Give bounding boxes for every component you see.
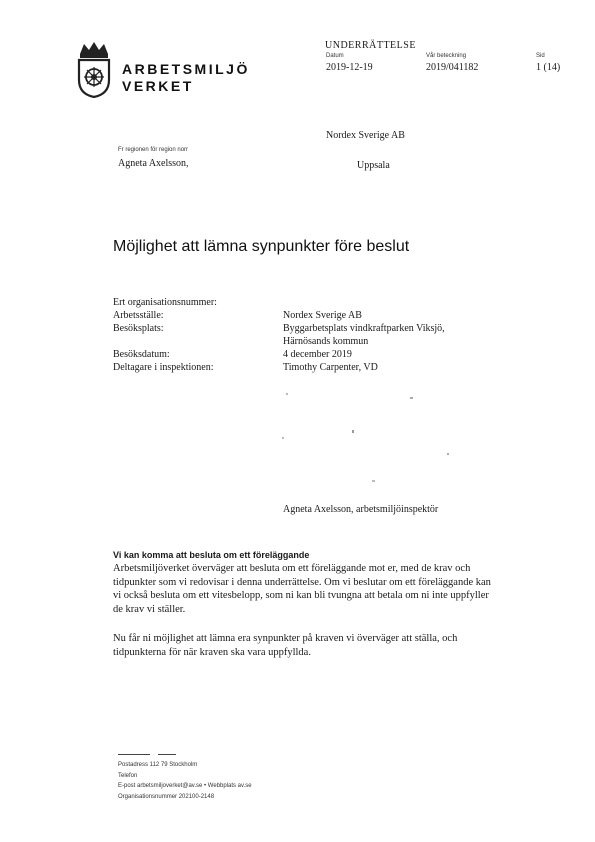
info-row [113,361,533,374]
info-value: Härnösands kommun [283,336,369,347]
info-row [113,348,533,361]
redacted-area [282,385,472,495]
footer [118,760,252,802]
info-label: Arbetsställe: [113,310,164,321]
info-row [113,296,533,309]
date-label: Datum [326,53,344,59]
reference-value: 2019/041182 [426,62,479,73]
info-value: Nordex Sverige AB [283,310,362,321]
reference-label: Vår beteckning [426,53,467,59]
sender-label: Fr regionen för region norr [118,147,189,153]
crown-emblem-icon [74,40,114,98]
info-label: Besöksdatum: [113,349,170,360]
footer-contact: E-post arbetsmiljoverket@av.se • Webbplats av.se [118,783,252,789]
info-label [113,335,283,348]
recipient-city: Uppsala [357,160,390,171]
date-value: 2019-12-19 [326,62,373,73]
section-heading: Vi kan komma att besluta om ett föreläggande [113,550,310,560]
page-value: 1 (14) [536,62,561,73]
info-row [113,309,533,322]
page-title: Möjlighet att lämna synpunkter före beslut [113,238,410,255]
footer-phone: Telefon [118,772,138,779]
inspector-name: Agneta Axelsson, arbetsmiljöinspektör [283,504,439,515]
page-label: Sid [536,53,545,59]
logo-line-1: ARBETSMILJÖ [122,61,250,77]
info-label: Deltagare i inspektionen: [113,362,214,373]
footer-address: Postadress 112 79 Stockholm [118,762,198,768]
footer-divider [118,754,150,755]
sender-name: Agneta Axelsson, [118,158,189,169]
info-label: Ert organisationsnummer: [113,297,217,308]
inspection-info [113,296,533,374]
footer-org-number: Organisationsnummer 202100-2148 [118,793,215,800]
section-paragraph-2: Nu får ni möjlighet att lämna era synpunkter på kraven vi överväger att ställa, och tidpunkterna för när kraven ska vara uppfyllda. [113,633,458,658]
document-type: UNDERRÄTTELSE [325,40,416,51]
recipient-company: Nordex Sverige AB [326,130,405,141]
footer-divider [158,754,176,755]
info-row [113,322,533,335]
agency-logo [74,40,250,100]
logo-line-2: VERKET [122,78,194,94]
section-paragraph-1: Arbetsmiljöverket överväger att besluta om ett föreläggande mot er, med de krav och tidpunkter som vi redovisar i denna underrättelse. Om vi beslutar om ett föreläggande kan vi också besluta om ett vitesbelopp, som ni kan bli tvungna att betala om ni inte uppfyller de krav vi ställer. [113,563,491,615]
info-row [113,335,533,348]
info-value: Timothy Carpenter, VD [283,362,378,373]
info-label: Besöksplats: [113,323,164,334]
info-value: 4 december 2019 [283,349,352,360]
info-value: Byggarbetsplats vindkraftparken Viksjö, [283,323,445,334]
